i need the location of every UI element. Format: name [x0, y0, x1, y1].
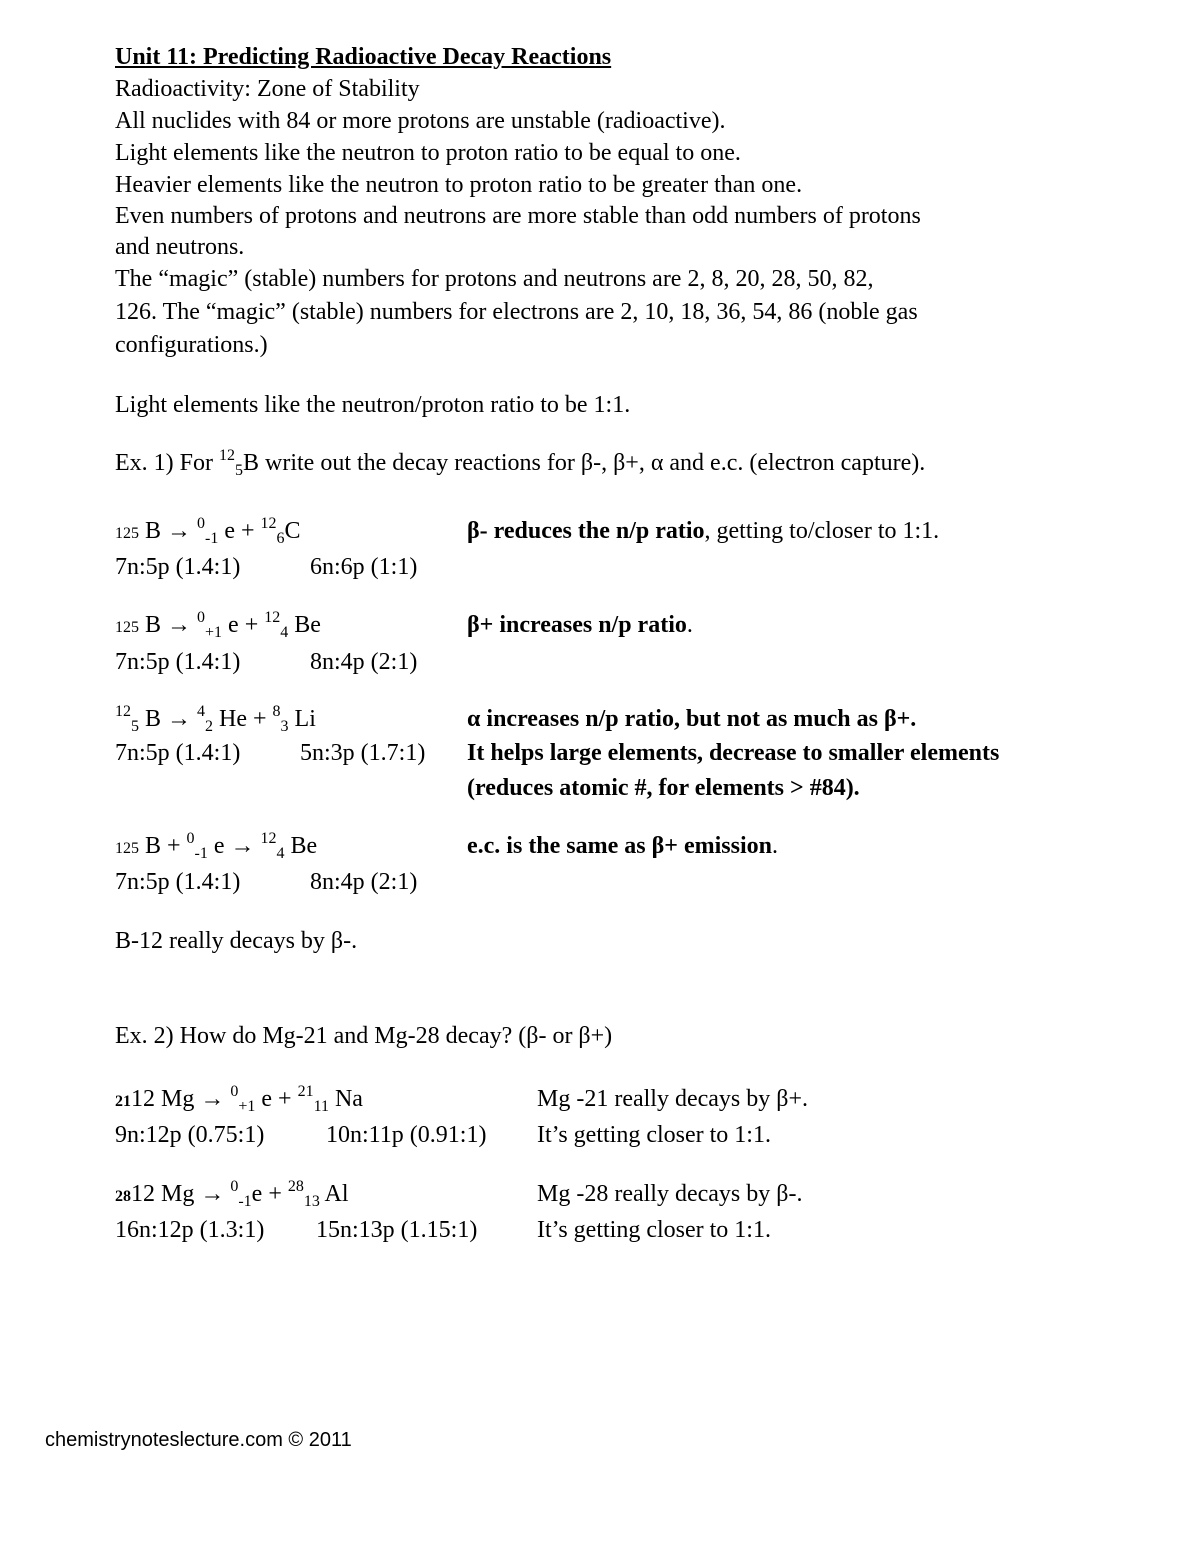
- example-1-conclusion: B-12 really decays by β-.: [115, 928, 358, 954]
- intro-line: 126. The “magic” (stable) numbers for electrons are 2, 10, 18, 36, 54, 86 (noble gas: [115, 299, 918, 325]
- mg28-ratio-left: 16n:12p (1.3:1): [115, 1217, 265, 1243]
- example-2-prompt: Ex. 2) How do Mg-21 and Mg-28 decay? (β- or β+): [115, 1023, 613, 1049]
- mg28-equation: 2812 Mg → $^0_{-1}$e + $^{28}_{13}$ Al: [115, 1178, 349, 1210]
- alpha-ratio-left: 7n:5p (1.4:1): [115, 740, 241, 766]
- mg21-note-2: It’s getting closer to 1:1.: [537, 1122, 771, 1148]
- intro-line: The “magic” (stable) numbers for protons and neutrons are 2, 8, 20, 28, 50, 82,: [115, 266, 874, 292]
- intro-line: Even numbers of protons and neutrons are more stable than odd numbers of protons: [115, 203, 921, 229]
- alpha-note-line: (reduces atomic #, for elements > #84).: [467, 775, 860, 801]
- beta-minus-ratio-left: 7n:5p (1.4:1): [115, 554, 241, 580]
- mg28-ratio-right: 15n:13p (1.15:1): [316, 1217, 478, 1243]
- light-ratio-text: Light elements like the neutron/proton ratio to be 1:1.: [115, 392, 631, 418]
- page-title: Unit 11: Predicting Radioactive Decay Reactions: [115, 44, 612, 70]
- beta-plus-ratio-left: 7n:5p (1.4:1): [115, 649, 241, 675]
- beta-plus-note: β+ increases n/p ratio.: [467, 612, 693, 638]
- mg21-ratio-left: 9n:12p (0.75:1): [115, 1122, 265, 1148]
- beta-minus-ratio-right: 6n:6p (1:1): [310, 554, 418, 580]
- mg28-note: Mg -28 really decays by β-.: [537, 1181, 803, 1207]
- intro-line: configurations.): [115, 332, 268, 358]
- intro-line: Heavier elements like the neutron to proton ratio to be greater than one.: [115, 172, 803, 198]
- mg21-equation: 2112 Mg → $^0_{+1}$ e + $^{21}_{11}$ Na: [115, 1083, 363, 1115]
- alpha-note-line: α increases n/p ratio, but not as much as β+.: [467, 706, 917, 732]
- intro-line: Light elements like the neutron to proton ratio to be equal to one.: [115, 140, 741, 166]
- electron-capture-note: e.c. is the same as β+ emission.: [467, 833, 778, 859]
- beta-minus-note: β- reduces the n/p ratio, getting to/closer to 1:1.: [467, 518, 940, 544]
- alpha-equation: $^{12}_5$ B → $^4_2$ He + $^8_3$ Li: [115, 703, 316, 735]
- mg21-note: Mg -21 really decays by β+.: [537, 1086, 809, 1112]
- beta-plus-equation: 125 B → $^0_{+1}$ e + $^{12}_4$ Be: [115, 609, 321, 641]
- example-1-prompt: Ex. 1) For $^{12}_5$B write out the decay reactions for β-, β+, α and e.c. (electron capture).: [115, 447, 926, 479]
- alpha-ratio-right: 5n:3p (1.7:1): [300, 740, 426, 766]
- beta-minus-equation: 125 B → $^0_{-1}$ e + $^{12}_6$C: [115, 515, 301, 547]
- intro-line: All nuclides with 84 or more protons are unstable (radioactive).: [115, 108, 726, 134]
- mg21-ratio-right: 10n:11p (0.91:1): [326, 1122, 487, 1148]
- beta-plus-ratio-right: 8n:4p (2:1): [310, 649, 418, 675]
- footer-copyright: chemistrynoteslecture.com © 2011: [45, 1429, 352, 1451]
- alpha-note-line: It helps large elements, decrease to smaller elements: [467, 740, 1000, 766]
- intro-line: and neutrons.: [115, 234, 245, 260]
- electron-capture-ratio-left: 7n:5p (1.4:1): [115, 869, 241, 895]
- electron-capture-equation: 125 B + $^0_{-1}$ e → $^{12}_4$ Be: [115, 830, 318, 862]
- mg28-note-2: It’s getting closer to 1:1.: [537, 1217, 771, 1243]
- electron-capture-ratio-right: 8n:4p (2:1): [310, 869, 418, 895]
- intro-line: Radioactivity: Zone of Stability: [115, 76, 420, 102]
